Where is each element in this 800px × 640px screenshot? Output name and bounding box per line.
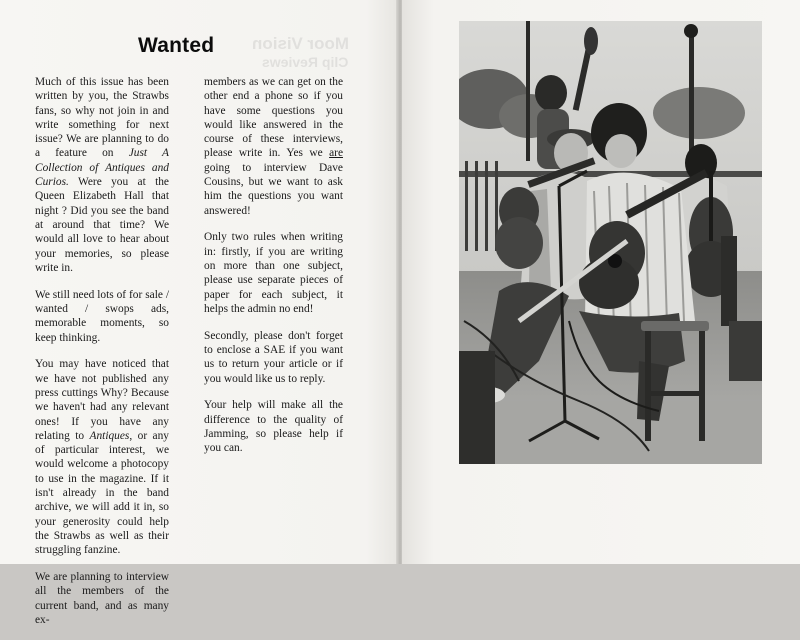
bleed-through-text: Moor Vision [252,34,349,53]
page-title: Wanted [138,34,215,57]
left-page [0,0,398,626]
bleed-through-text: Clip Reviews [262,54,349,70]
article-column-1 [35,75,169,640]
paragraph: Only two rules when writing in: firstly, if you are writing on more than one subject, please use separate pieces of paper for each subject, it helps the admin no end! [204,231,343,315]
paragraph: Your help will make all the difference to the quality of Jamming, so please help if you can. [204,399,343,455]
paragraph: You may have noticed that we have not published any press cuttings Why? Because we haven't had any relevant ones! If you have any relating to Antiques, or any of particular interest, we would welcome a photocopy to use in the magazine. If it isn't already in the band archive, we will add it in, so your generosity could help the Strawbs as well as their struggling fanzine. [35,358,169,557]
paragraph: Secondly, please don't forget to enclose a SAE if you want us to return your article or if you would like us to reply. [204,329,343,385]
band-photo-image [459,21,762,464]
paragraph: members as we can get on the other end a phone so if you have some questions you would like answered in the course of these interviews, please write in. Yes we are going to interview Dave Cousins, but we want to ask him the questions you want answered! [204,76,343,217]
paragraph: Much of this issue has been written by you, the Strawbs fans, so why not join in and write something for next issue? We are planning to do a feature on Just A Collection of Antiques and Curios. Were you at the Queen Elizabeth Hall that night ? Did you see the band at around that time? We would all love to hear about your memories, so please write in. [35,76,169,274]
article-column-2 [204,75,343,468]
paragraph: We are planning to interview all the members of the current band, and as many ex- [35,571,169,626]
band-photo [459,21,762,464]
paragraph: We still need lots of for sale / wanted / swops ads, memorable moments, so keep thinking. [35,288,169,344]
